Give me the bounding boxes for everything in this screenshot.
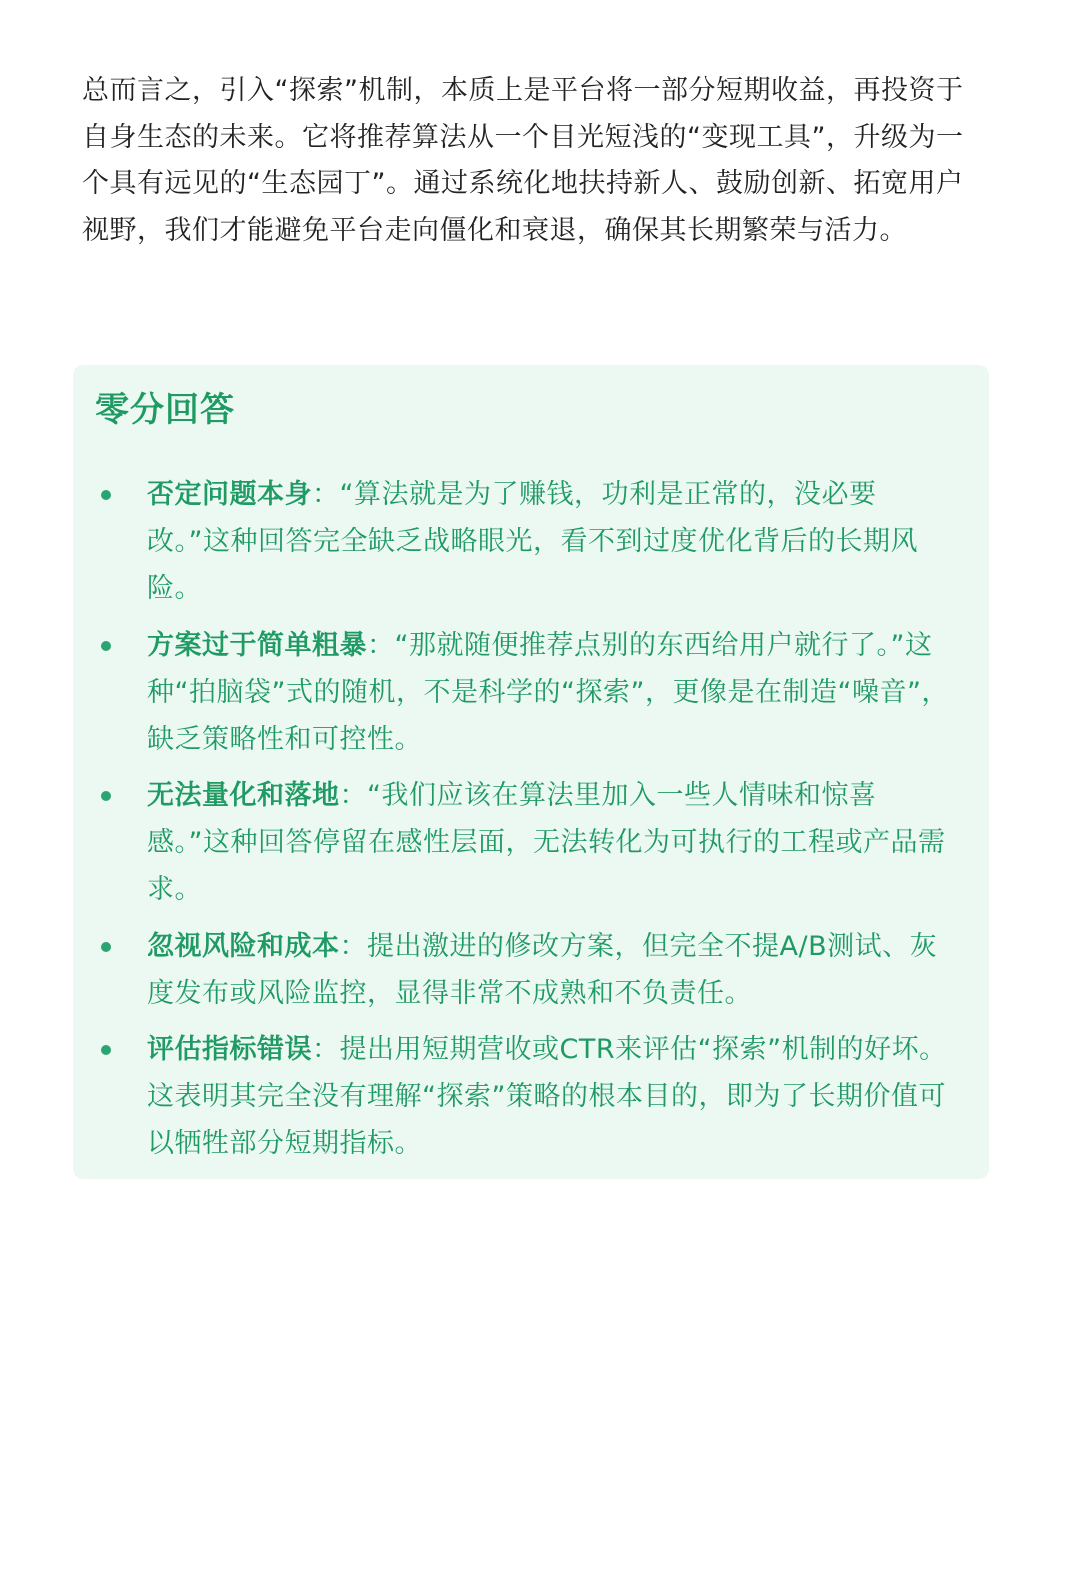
answer-term: 评估指标错误 [147,1034,312,1065]
answers-list [73,471,989,1177]
bullet-icon [101,641,111,651]
bullet-icon [101,942,111,952]
zero-score-answers-card [73,365,989,1179]
answer-term: 方案过于简单粗暴 [147,629,367,661]
bullet-icon [101,1045,111,1055]
answer-term: 无法量化和落地 [147,780,340,811]
answer-text: ：提出用短期营收或CTR来评估“探索”机制的好坏。这表明其完全没有理解“探索”策略的根本目的，即为了长期价值可以牺牲部分短期指标。 [147,1034,947,1159]
answer-term: 忽视风险和成本 [147,930,340,962]
card-title: 零分回答 [95,390,235,430]
answer-text: ：“算法就是为了赚钱，功利是正常的，没必要改。”这种回答完全缺乏战略眼光，看不到过度优化背后的长期风险。 [147,479,918,604]
list-item [73,1026,989,1167]
answer-text: ：“那就随便推荐点别的东西给用户就行了。”这种“拍脑袋”式的随机，不是科学的“探索”，更像是在制造“噪音”，缺乏策略性和可控性。 [147,629,949,755]
intro-paragraph: 总而言之，引入“探索”机制，本质上是平台将一部分短期收益，再投资于自身生态的未来。它将推荐算法从一个目光短浅的“变现工具”，升级为一个具有远见的“生态园丁”。通过系统化地扶持新人、鼓励创新、拓宽用户视野，我们才能避免平台走向僵化和衰退，确保其长期繁荣与活力。 [82,75,964,246]
bullet-icon [101,490,111,500]
list-item [73,471,989,612]
bullet-icon [101,791,111,801]
answer-text: ：提出激进的修改方案，但完全不提A/B测试、灰度发布或风险监控，显得非常不成熟和不负责任。 [147,930,938,1009]
list-item [73,622,989,763]
list-item [73,772,989,913]
answer-term: 否定问题本身 [147,479,312,510]
list-item [73,923,989,1017]
answer-text: ：“我们应该在算法里加入一些人情味和惊喜感。”这种回答停留在感性层面，无法转化为可执行的工程或产品需求。 [147,780,946,905]
